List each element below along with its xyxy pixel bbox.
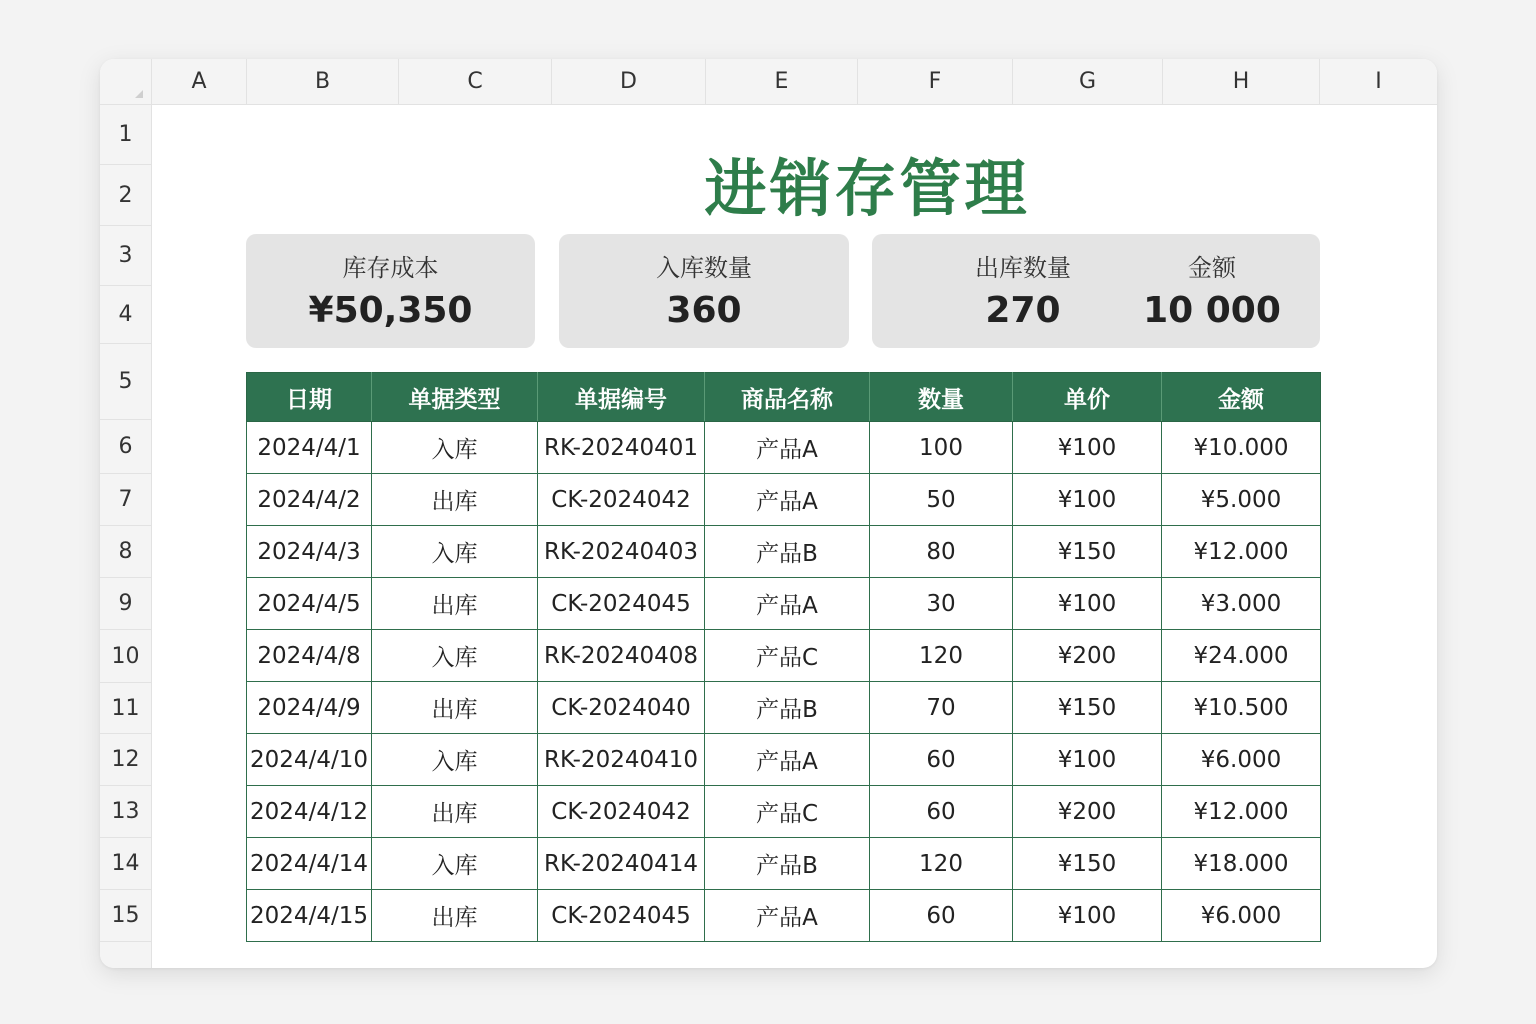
cell-date[interactable]: 2024/4/10 <box>247 734 372 786</box>
cell-doc-number[interactable]: RK-20240403 <box>538 526 705 578</box>
table-row <box>247 526 1321 578</box>
cell-doc-type[interactable]: 出库 <box>372 474 538 526</box>
row-header-1[interactable]: 1 <box>100 105 151 165</box>
cell-product-name[interactable]: 产品A <box>705 578 870 630</box>
cell-doc-number[interactable]: CK-2024042 <box>538 786 705 838</box>
cell-unit-price[interactable]: ¥200 <box>1013 630 1162 682</box>
cell-doc-type[interactable]: 入库 <box>372 838 538 890</box>
cell-date[interactable]: 2024/4/8 <box>247 630 372 682</box>
table-row <box>247 578 1321 630</box>
row-header-9[interactable]: 9 <box>100 578 151 630</box>
cell-unit-price[interactable]: ¥100 <box>1013 474 1162 526</box>
column-header-g[interactable]: G <box>1013 59 1163 104</box>
summary-card-inbound-qty[interactable] <box>559 234 849 348</box>
cell-product-name[interactable]: 产品A <box>705 734 870 786</box>
cell-amount[interactable]: ¥6.000 <box>1162 734 1321 786</box>
inbound-qty-value: 360 <box>666 290 742 331</box>
cell-product-name[interactable]: 产品B <box>705 526 870 578</box>
column-header-f[interactable]: F <box>858 59 1013 104</box>
select-all-corner[interactable] <box>100 59 152 105</box>
row-header-2[interactable]: 2 <box>100 165 151 226</box>
cell-quantity[interactable]: 100 <box>870 422 1013 474</box>
cell-amount[interactable]: ¥3.000 <box>1162 578 1321 630</box>
amount-label: 金额 <box>1188 254 1236 282</box>
row-header-14[interactable]: 14 <box>100 838 151 890</box>
cell-amount[interactable]: ¥12.000 <box>1162 786 1321 838</box>
cell-quantity[interactable]: 120 <box>870 630 1013 682</box>
cell-amount[interactable]: ¥5.000 <box>1162 474 1321 526</box>
cell-doc-type[interactable]: 出库 <box>372 682 538 734</box>
table-row <box>247 422 1321 474</box>
cell-quantity[interactable]: 120 <box>870 838 1013 890</box>
cell-date[interactable]: 2024/4/15 <box>247 890 372 942</box>
summary-card-outbound[interactable] <box>872 234 1320 348</box>
column-header-d[interactable]: D <box>552 59 706 104</box>
header-quantity[interactable]: 数量 <box>870 373 1013 422</box>
cell-product-name[interactable]: 产品B <box>705 682 870 734</box>
cell-product-name[interactable]: 产品C <box>705 630 870 682</box>
cell-doc-type[interactable]: 入库 <box>372 526 538 578</box>
outbound-qty-value: 270 <box>985 290 1061 331</box>
column-header-a[interactable]: A <box>152 59 247 104</box>
cell-date[interactable]: 2024/4/3 <box>247 526 372 578</box>
row-header-10[interactable]: 10 <box>100 630 151 683</box>
cell-amount[interactable]: ¥24.000 <box>1162 630 1321 682</box>
header-amount[interactable]: 金额 <box>1162 373 1321 422</box>
cell-quantity[interactable]: 80 <box>870 526 1013 578</box>
cell-doc-number[interactable]: RK-20240408 <box>538 630 705 682</box>
header-date[interactable]: 日期 <box>247 373 372 422</box>
row-header-8[interactable]: 8 <box>100 526 151 578</box>
cell-product-name[interactable]: 产品A <box>705 474 870 526</box>
cell-amount[interactable]: ¥10.500 <box>1162 682 1321 734</box>
cell-unit-price[interactable]: ¥150 <box>1013 526 1162 578</box>
cell-quantity[interactable]: 60 <box>870 786 1013 838</box>
cell-unit-price[interactable]: ¥200 <box>1013 786 1162 838</box>
column-header-b[interactable]: B <box>247 59 399 104</box>
amount-value: 10 000 <box>1143 290 1281 331</box>
row-header-15[interactable]: 15 <box>100 890 151 942</box>
cell-doc-number[interactable]: CK-2024040 <box>538 682 705 734</box>
cell-doc-number[interactable]: CK-2024042 <box>538 474 705 526</box>
row-header-bar <box>100 105 152 968</box>
cell-amount[interactable]: ¥12.000 <box>1162 526 1321 578</box>
row-header-7[interactable]: 7 <box>100 474 151 526</box>
header-unit-price[interactable]: 单价 <box>1013 373 1162 422</box>
cell-date[interactable]: 2024/4/14 <box>247 838 372 890</box>
cell-unit-price[interactable]: ¥100 <box>1013 578 1162 630</box>
cell-doc-number[interactable]: CK-2024045 <box>538 578 705 630</box>
cell-product-name[interactable]: 产品A <box>705 422 870 474</box>
select-all-triangle-icon <box>135 90 143 98</box>
page-title: 进销存管理 <box>704 152 1030 225</box>
cell-unit-price[interactable]: ¥150 <box>1013 838 1162 890</box>
table-row <box>247 838 1321 890</box>
cell-date[interactable]: 2024/4/2 <box>247 474 372 526</box>
cell-quantity[interactable]: 70 <box>870 682 1013 734</box>
column-header-e[interactable]: E <box>706 59 858 104</box>
cell-doc-type[interactable]: 入库 <box>372 630 538 682</box>
column-header-c[interactable]: C <box>399 59 552 104</box>
summary-card-inventory-cost[interactable] <box>246 234 535 348</box>
cell-amount[interactable]: ¥10.000 <box>1162 422 1321 474</box>
cell-quantity[interactable]: 30 <box>870 578 1013 630</box>
row-header-3[interactable]: 3 <box>100 226 151 286</box>
cell-unit-price[interactable]: ¥100 <box>1013 734 1162 786</box>
cell-doc-type[interactable]: 出库 <box>372 786 538 838</box>
cell-date[interactable]: 2024/4/12 <box>247 786 372 838</box>
row-header-6[interactable]: 6 <box>100 420 151 474</box>
cell-doc-number[interactable]: CK-2024045 <box>538 890 705 942</box>
row-header-4[interactable]: 4 <box>100 286 151 344</box>
cell-doc-number[interactable]: RK-20240401 <box>538 422 705 474</box>
cell-date[interactable]: 2024/4/1 <box>247 422 372 474</box>
row-header-12[interactable]: 12 <box>100 734 151 786</box>
table-row <box>247 786 1321 838</box>
inbound-qty-label: 入库数量 <box>656 254 752 282</box>
cell-amount[interactable]: ¥6.000 <box>1162 890 1321 942</box>
table-row <box>247 890 1321 942</box>
inventory-cost-label: 库存成本 <box>342 254 439 282</box>
cell-product-name[interactable]: 产品B <box>705 838 870 890</box>
column-header-h[interactable]: H <box>1163 59 1320 104</box>
cell-doc-type[interactable]: 出库 <box>372 578 538 630</box>
row-header-11[interactable]: 11 <box>100 683 151 734</box>
column-header-bar <box>152 59 1437 105</box>
cell-date[interactable]: 2024/4/5 <box>247 578 372 630</box>
cell-quantity[interactable]: 50 <box>870 474 1013 526</box>
cell-amount[interactable]: ¥18.000 <box>1162 838 1321 890</box>
cell-doc-type[interactable]: 入库 <box>372 734 538 786</box>
row-header-13[interactable]: 13 <box>100 786 151 838</box>
header-doc-type[interactable]: 单据类型 <box>372 373 538 422</box>
spreadsheet-window <box>100 59 1437 968</box>
table-header-row <box>247 373 1321 422</box>
cell-quantity[interactable]: 60 <box>870 890 1013 942</box>
table-row <box>247 682 1321 734</box>
column-header-i[interactable]: I <box>1375 69 1382 94</box>
table-row <box>247 630 1321 682</box>
inventory-cost-value: ¥50,350 <box>308 290 473 331</box>
cell-unit-price[interactable]: ¥100 <box>1013 422 1162 474</box>
row-header-5[interactable]: 5 <box>100 344 151 420</box>
cell-quantity[interactable]: 60 <box>870 734 1013 786</box>
header-product-name[interactable]: 商品名称 <box>705 373 870 422</box>
table-row <box>247 734 1321 786</box>
inventory-table <box>246 372 1321 942</box>
table-row <box>247 474 1321 526</box>
cell-doc-number[interactable]: RK-20240414 <box>538 838 705 890</box>
cell-date[interactable]: 2024/4/9 <box>247 682 372 734</box>
cell-doc-type[interactable]: 入库 <box>372 422 538 474</box>
cell-unit-price[interactable]: ¥150 <box>1013 682 1162 734</box>
outbound-qty-label: 出库数量 <box>975 254 1071 282</box>
cell-product-name[interactable]: 产品C <box>705 786 870 838</box>
cell-product-name[interactable]: 产品A <box>705 890 870 942</box>
cell-unit-price[interactable]: ¥100 <box>1013 890 1162 942</box>
cell-doc-number[interactable]: RK-20240410 <box>538 734 705 786</box>
cell-doc-type[interactable]: 出库 <box>372 890 538 942</box>
header-doc-number[interactable]: 单据编号 <box>538 373 705 422</box>
